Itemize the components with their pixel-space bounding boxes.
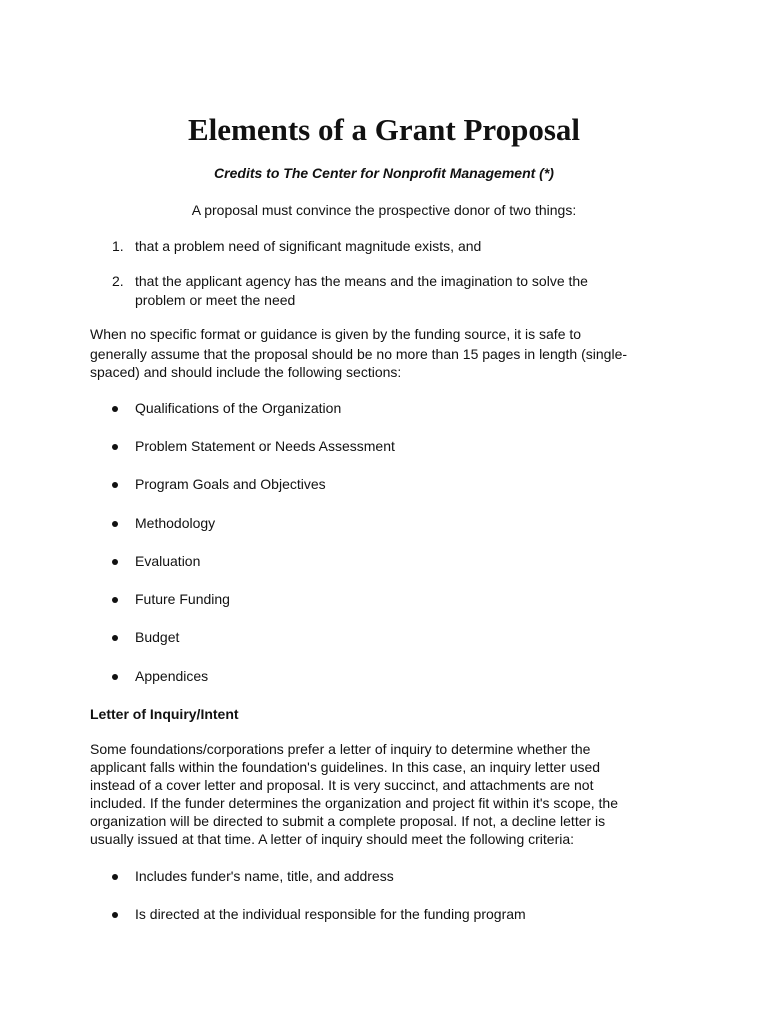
- list-item: Evaluation: [135, 553, 201, 569]
- list-item: Is directed at the individual responsible for the funding program: [135, 906, 526, 922]
- paragraph-line: instead of a cover letter and proposal. It is very succinct, and attachments are not: [90, 777, 594, 793]
- list-item: Methodology: [135, 515, 216, 531]
- intro-text: A proposal must convince the prospective donor of two things:: [191, 202, 577, 218]
- bullet-icon: [112, 597, 118, 603]
- bullet-icon: [112, 521, 118, 527]
- bullet-icon: [112, 874, 118, 880]
- numbered-item-text: that the applicant agency has the means and the imagination to solve the: [135, 273, 588, 289]
- paragraph-line: included. If the funder determines the organization and project fit within it's scope, the: [90, 795, 618, 811]
- bullet-icon: [112, 635, 118, 641]
- list-item: Future Funding: [135, 591, 230, 607]
- section-heading: Letter of Inquiry/Intent: [90, 706, 239, 722]
- list-item: Includes funder's name, title, and address: [135, 868, 394, 884]
- paragraph-line: spaced) and should include the following sections:: [90, 364, 402, 380]
- list-item: Qualifications of the Organization: [135, 400, 342, 416]
- document-subtitle: Credits to The Center for Nonprofit Management (*): [214, 165, 554, 181]
- list-item: Appendices: [135, 668, 209, 684]
- paragraph-line: generally assume that the proposal should be no more than 15 pages in length (single-: [90, 346, 628, 362]
- bullet-icon: [112, 912, 118, 918]
- paragraph-line: usually issued at that time. A letter of inquiry should meet the following criteria:: [90, 831, 575, 847]
- numbered-item-text: that a problem need of significant magnitude exists, and: [135, 238, 482, 254]
- bullet-icon: [112, 444, 118, 450]
- bullet-icon: [112, 482, 118, 488]
- paragraph-line: Some foundations/corporations prefer a letter of inquiry to determine whether the: [90, 741, 591, 757]
- numbered-marker: 1.: [112, 238, 124, 254]
- bullet-icon: [112, 406, 118, 412]
- bullet-icon: [112, 559, 118, 565]
- paragraph-line: organization will be directed to submit a complete proposal. If not, a decline letter is: [90, 813, 606, 829]
- list-item: Program Goals and Objectives: [135, 476, 326, 492]
- list-item: Budget: [135, 629, 180, 645]
- bullet-icon: [112, 674, 118, 680]
- numbered-item-text: problem or meet the need: [135, 292, 296, 308]
- document-title: Elements of a Grant Proposal: [187, 112, 581, 147]
- numbered-marker: 2.: [112, 273, 124, 289]
- list-item: Problem Statement or Needs Assessment: [135, 438, 395, 454]
- paragraph-line: When no specific format or guidance is given by the funding source, it is safe to: [90, 326, 582, 342]
- paragraph-line: applicant falls within the foundation's guidelines. In this case, an inquiry letter used: [90, 759, 601, 775]
